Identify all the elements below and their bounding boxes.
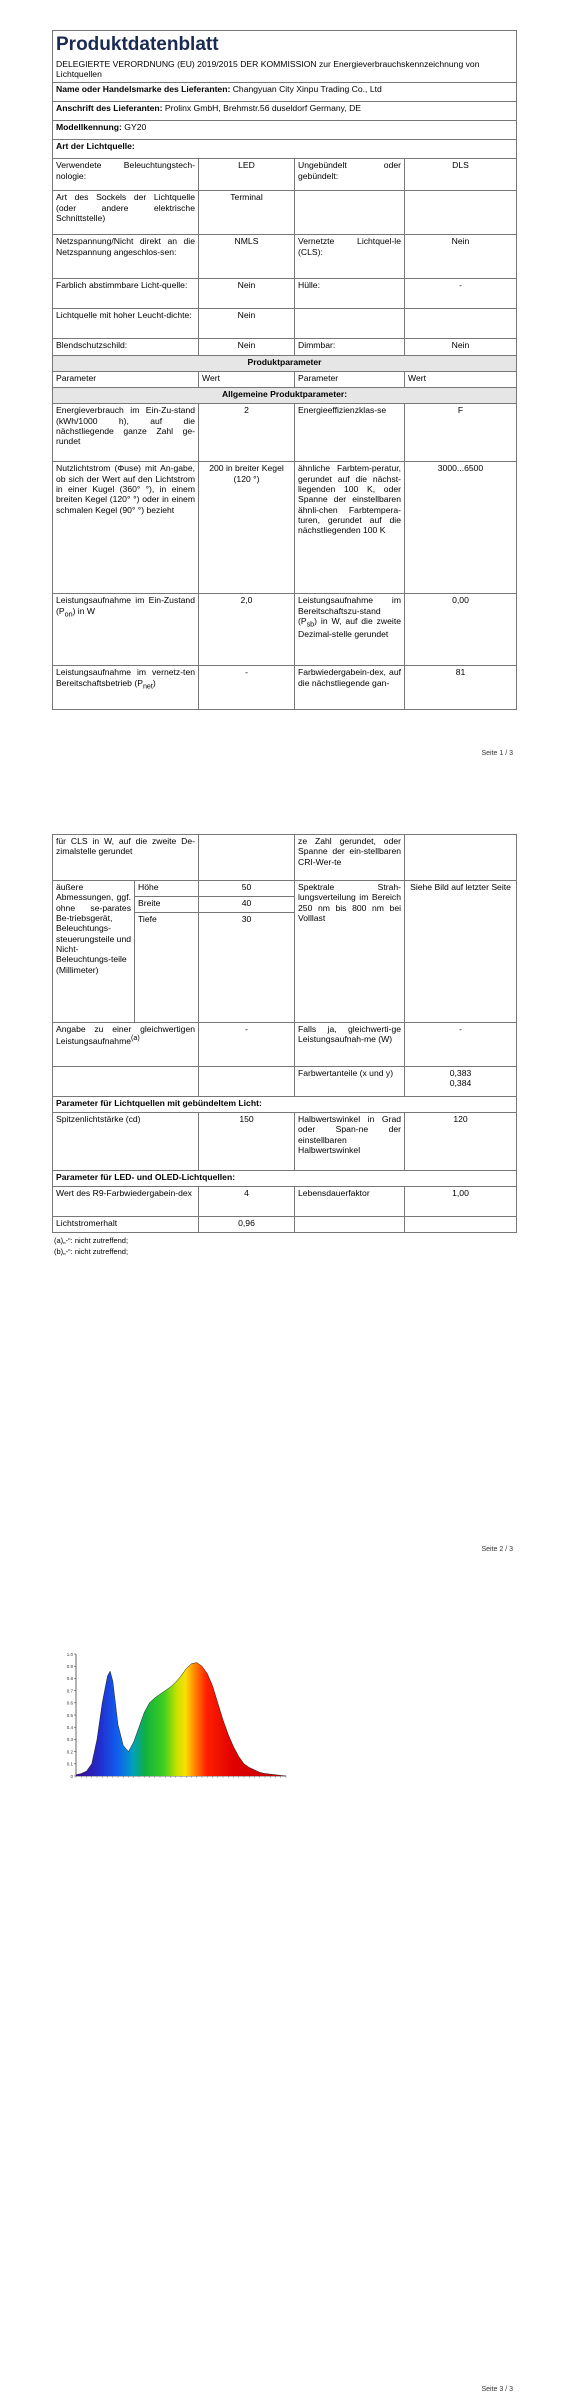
empty-cell: [199, 1067, 295, 1097]
supplier-address-row: [53, 102, 517, 121]
col-header-value: Wert: [199, 372, 295, 388]
col-header-value: Wert: [405, 372, 517, 388]
width-value: 40: [199, 897, 295, 913]
cls-value: Nein: [405, 235, 517, 279]
equivalent-power-w-label: Falls ja, gleichwerti-ge Leistungsaufnah-me (W): [295, 1023, 405, 1067]
spectrum-area: [76, 1663, 286, 1776]
general-params-heading: Allgemeine Produktparameter:: [53, 388, 517, 404]
lumen-maintenance-value: 0,96: [199, 1217, 295, 1233]
empty-cell: [53, 1067, 199, 1097]
datasheet-page-1: [52, 30, 516, 710]
empty-cell: [199, 835, 295, 881]
directional-label: Ungebündelt oder gebündelt:: [295, 159, 405, 191]
on-mode-power-label: Leistungsaufnahme im Ein-Zustand $(P_{on})$ in W: [53, 594, 199, 666]
cct-label: ähnliche Farbtem-peratur, gerundet auf die nächst-liegenden 100 K, oder Spanne der einstellbaren ähnli-chen Farbtempera-turen, gerundet auf die nächstliegenden 100 K: [295, 462, 405, 594]
page-1: [0, 0, 565, 760]
page-title: Produktdatenblatt: [53, 31, 517, 58]
networked-standby-label-cont: für CLS in W, auf die zweite De-zimalstelle gerundet: [53, 835, 199, 881]
y-tick-label: 0.6: [66, 1700, 73, 1706]
dimmable-value: Nein: [405, 339, 517, 356]
spectrum-chart-svg: [54, 1648, 294, 1790]
y-tick-label: 0.3: [66, 1737, 73, 1743]
high-luminance-value: Nein: [199, 309, 295, 339]
y-tick-label: 0: [70, 1773, 73, 1779]
y-tick-label: 0.1: [66, 1761, 73, 1767]
height-value: 50: [199, 881, 295, 897]
y-tick-label: 0.9: [66, 1664, 73, 1669]
peak-intensity-value: 150: [199, 1113, 295, 1171]
footnote-a: (a)„-“: nicht zutreffend;: [54, 1236, 129, 1245]
dimmable-label: Dimmbar:: [295, 339, 405, 356]
networked-standby-value: -: [199, 666, 295, 710]
datasheet-table-1: [52, 30, 517, 710]
high-luminance-label: Lichtquelle mit hoher Leucht-dichte:: [53, 309, 199, 339]
technology-label: Verwendete Beleuchtungstech-nologie:: [53, 159, 199, 191]
col-header-param: Parameter: [295, 372, 405, 388]
envelope-label: Hülle:: [295, 279, 405, 309]
chromaticity-label: Farbwertanteile (x und y): [295, 1067, 405, 1097]
energy-class-label: Energieeffizienzklas-se: [295, 404, 405, 462]
regulation-text: DELEGIERTE VERORDNUNG (EU) 2019/2015 DER KOMMISSION zur Energieverbrauchskennzeichnung von Lichtquellen: [53, 58, 517, 83]
equivalent-power-label: Angabe zu einer gleichwertigen Leistungsaufnahme$^{(a)}$: [53, 1023, 199, 1067]
page-number-2: Seite 2 / 3: [481, 1546, 513, 1553]
page-2: [0, 760, 565, 1560]
model-row: [53, 121, 517, 140]
empty-cell: [295, 191, 405, 235]
spectrum-chart: [54, 1648, 294, 1790]
cls-label: Vernetzte Lichtquel-le (CLS):: [295, 235, 405, 279]
directional-params-heading: Parameter für Lichtquellen mit gebündeltem Licht:: [53, 1097, 517, 1113]
supplier-name-label: Name oder Handelsmarke des Lieferanten:: [56, 84, 231, 95]
standby-power-label: Leistungsaufnahme im Bereitschaftszu-stand $(P_{sb})$ in W, auf die zweite Dezimal-stelle gerundet: [295, 594, 405, 666]
datasheet-table-2: [52, 834, 517, 1233]
networked-standby-label: Leistungsaufnahme im vernetz-ten Bereitschaftsbetrieb $(P_{net})$: [53, 666, 199, 710]
tunable-value: Nein: [199, 279, 295, 309]
supplier-address-label: Anschrift des Lieferanten:: [56, 103, 163, 114]
footnote-b: (b)„-“: nicht zutreffend;: [54, 1247, 129, 1257]
envelope-value: -: [405, 279, 517, 309]
page-number-3: Seite 3 / 3: [481, 2386, 513, 2393]
model-value: GY20: [124, 122, 147, 133]
lightsource-section-heading: Art der Lichtquelle:: [53, 140, 517, 159]
on-mode-power-value: 2,0: [199, 594, 295, 666]
cri-label-cont: ze Zahl gerundet, oder Spanne der ein-stellbaren CRI-Wer-te: [295, 835, 405, 881]
anti-glare-value: Nein: [199, 339, 295, 356]
model-label: Modellkennung:: [56, 122, 122, 133]
energy-consumption-label: Energieverbrauch im Ein-Zu-stand (kWh/1000 h), auf die nächstliegende ganze Zahl ge-rundet: [53, 404, 199, 462]
equivalent-power-value: -: [199, 1023, 295, 1067]
lumen-maintenance-label: Lichtstromerhalt: [53, 1217, 199, 1233]
technology-value: LED: [199, 159, 295, 191]
y-tick-label: 0.5: [66, 1712, 73, 1718]
equivalent-power-w-value: -: [405, 1023, 517, 1067]
cap-type-label: Art des Sockels der Lichtquelle (oder andere elektrische Schnittstelle): [53, 191, 199, 235]
beam-angle-label: Halbwertswinkel in Grad oder Span-ne der einstellbaren Halbwertswinkel: [295, 1113, 405, 1171]
empty-cell: [405, 835, 517, 881]
cri-label: Farbwiedergabein-dex, auf die nächstliegende gan-: [295, 666, 405, 710]
datasheet-page-2: [52, 834, 516, 1257]
spectrum-value: Siehe Bild auf letzter Seite: [405, 881, 517, 1023]
beam-angle-value: 120: [405, 1113, 517, 1171]
empty-cell: [405, 191, 517, 235]
y-tick-label: 1.0: [66, 1651, 73, 1657]
y-tick-label: 0.4: [66, 1725, 73, 1730]
depth-value: 30: [199, 913, 295, 1023]
mains-value: NMLS: [199, 235, 295, 279]
cct-value: 3000...6500: [405, 462, 517, 594]
r9-label: Wert des R9-Farbwiedergabein-dex: [53, 1187, 199, 1217]
luminous-flux-value: 200 in breiter Kegel (120 °): [199, 462, 295, 594]
y-tick-label: 0.8: [66, 1676, 73, 1682]
chromaticity-value: 0,383 0,384: [405, 1067, 517, 1097]
r9-value: 4: [199, 1187, 295, 1217]
empty-cell: [295, 1217, 405, 1233]
height-label: Höhe: [135, 881, 199, 897]
cri-value: 81: [405, 666, 517, 710]
depth-label: Tiefe: [135, 913, 199, 1023]
supplier-address-value: Prolinx GmbH, Brehmstr.56 duseldorf Germany, DE: [164, 103, 362, 114]
survival-factor-label: Lebensdauerfaktor: [295, 1187, 405, 1217]
supplier-name-row: [53, 83, 517, 102]
mains-label: Netzspannung/Nicht direkt an die Netzspannung angeschlos-sen:: [53, 235, 199, 279]
empty-cell: [295, 309, 405, 339]
luminous-flux-label: Nutzlichtstrom (Φuse) mit An-gabe, ob sich der Wert auf den Lichtstrom in einer Kugel (360° °), in einem breiten Kegel (120° °) oder in einem schmalen Kegel (90° °) bezieht: [53, 462, 199, 594]
y-tick-label: 0.7: [66, 1688, 73, 1694]
energy-consumption-value: 2: [199, 404, 295, 462]
page-number-1: Seite 1 / 3: [481, 750, 513, 757]
spectrum-label: Spektrale Strah-lungsverteilung im Bereich 250 nm bis 800 nm bei Volllast: [295, 881, 405, 1023]
page-3: [0, 1560, 565, 2400]
peak-intensity-label: Spitzenlichtstärke (cd): [53, 1113, 199, 1171]
width-label: Breite: [135, 897, 199, 913]
directional-value: DLS: [405, 159, 517, 191]
y-tick-label: 0.2: [66, 1749, 73, 1755]
cap-type-value: Terminal: [199, 191, 295, 235]
supplier-name-value: Changyuan City Xinpu Trading Co., Ltd: [232, 84, 382, 95]
led-params-heading: Parameter für LED- und OLED-Lichtquellen:: [53, 1171, 517, 1187]
standby-power-value: 0,00: [405, 594, 517, 666]
empty-cell: [405, 309, 517, 339]
tunable-label: Farblich abstimmbare Licht-quelle:: [53, 279, 199, 309]
col-header-param: Parameter: [53, 372, 199, 388]
product-params-heading: Produktparameter: [53, 356, 517, 372]
dimensions-label: äußere Abmessungen, ggf. ohne se-parates Be-triebsgerät, Beleuchtungs-steuerungsteile und Nicht-Beleuchtungs-teile (Millimeter): [53, 881, 135, 1023]
energy-class-value: F: [405, 404, 517, 462]
survival-factor-value: 1,00: [405, 1187, 517, 1217]
empty-cell: [405, 1217, 517, 1233]
anti-glare-label: Blendschutzschild:: [53, 339, 199, 356]
